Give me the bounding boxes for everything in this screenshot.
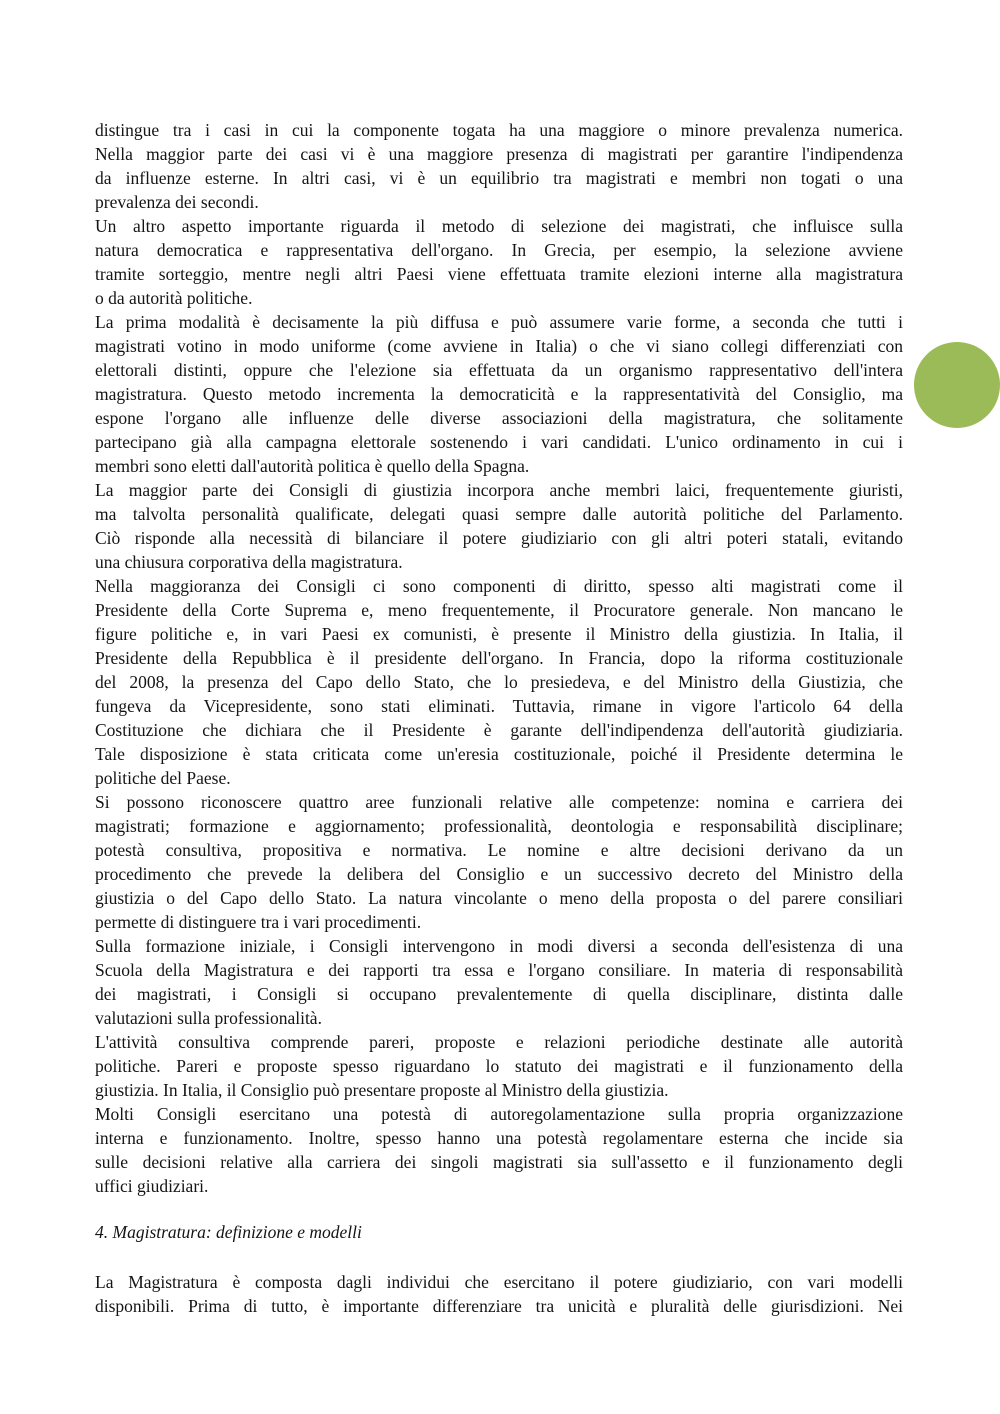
paragraph [95, 1270, 903, 1318]
text-line: giustizia o del Capo dello Stato. La natura vincolante o meno della proposta o del parere consiliari [95, 888, 903, 908]
paragraph [95, 1030, 903, 1102]
text-line: distingue tra i casi in cui la componente togata ha una maggiore o minore prevalenza numerica. [95, 120, 903, 140]
text-line: Nella maggior parte dei casi vi è una maggiore presenza di magistrati per garantire l'indipendenza [95, 144, 903, 164]
paragraph [95, 478, 903, 574]
text-line: ma talvolta personalità qualificate, delegati quasi sempre dalle autorità politiche del Parlamento. [95, 504, 903, 524]
text-line: Costituzione che dichiara che il Presidente è garante dell'indipendenza dell'autorità giudiziaria. [95, 720, 903, 740]
paragraph [95, 1102, 903, 1198]
decorative-circle [914, 342, 1000, 428]
text-line: magistrati votino in modo uniforme (come avviene in Italia) o che vi siano collegi differenziati con [95, 336, 903, 356]
text-line: Presidente della Repubblica è il presidente dell'organo. In Francia, dopo la riforma costituzionale [95, 648, 903, 668]
text-line: permette di distinguere tra i vari procedimenti. [95, 912, 422, 932]
text-line: interna e funzionamento. Inoltre, spesso hanno una potestà regolamentare esterna che incide sia [95, 1128, 903, 1148]
text-line: figure politiche e, in vari Paesi ex comunisti, è presente il Ministro della giustizia. In Italia, il [95, 624, 903, 644]
text-line: politiche del Paese. [95, 768, 231, 788]
text-line: espone l'organo alle influenze delle diverse associazioni della magistratura, che solitamente [95, 408, 903, 428]
text-line: magistratura. Questo metodo incrementa la democraticità e la rappresentatività del Consiglio, ma [95, 384, 903, 404]
text-line: La Magistratura è composta dagli individui che esercitano il potere giudiziario, con vari modelli [95, 1272, 903, 1292]
text-line: tramite sorteggio, mentre negli altri Paesi viene effettuata tramite elezioni interne alla magistratura [95, 264, 903, 284]
text-line: Nella maggioranza dei Consigli ci sono componenti di diritto, spesso alti magistrati come il [95, 576, 903, 596]
text-line: politiche. Pareri e proposte spesso riguardano lo statuto dei magistrati e il funzionamento della [95, 1056, 903, 1076]
text-line: valutazioni sulla professionalità. [95, 1008, 322, 1028]
text-line: sulle decisioni relative alla carriera dei singoli magistrati sia sull'assetto e il funzionamento degli [95, 1152, 903, 1172]
paragraph [95, 934, 903, 1030]
text-line: uffici giudiziari. [95, 1176, 209, 1196]
text-line: dei magistrati, i Consigli si occupano prevalentemente di quella disciplinare, distinta dalle [95, 984, 903, 1004]
text-line: Un altro aspetto importante riguarda il metodo di selezione dei magistrati, che influisce sulla [95, 216, 903, 236]
text-line: potestà consultiva, propositiva e normativa. Le nomine e altre decisioni derivano da un [95, 840, 903, 860]
section-body-text [95, 1270, 903, 1318]
paragraph [95, 790, 903, 934]
text-line: da influenze esterne. In altri casi, vi è un equilibrio tra magistrati e membri non togati o una [95, 168, 903, 188]
text-line: elettorali distinti, oppure che l'elezione sia effettuata da un organismo rappresentativo dell'intera [95, 360, 903, 380]
text-line: Si possono riconoscere quattro aree funzionali relative alle competenze: nomina e carriera dei [95, 792, 903, 812]
paragraph [95, 118, 903, 214]
text-line: La prima modalità è decisamente la più diffusa e può assumere varie forme, a seconda che tutti i [95, 312, 903, 332]
text-line: fungeva da Vicepresidente, sono stati eliminati. Tuttavia, rimane in vigore l'articolo 64 della [95, 696, 903, 716]
paragraph [95, 574, 903, 790]
text-line: procedimento che prevede la delibera del Consiglio e un successivo decreto del Ministro della [95, 864, 903, 884]
text-line: Scuola della Magistratura e dei rapporti tra essa e l'organo consiliare. In materia di responsabilità [95, 960, 903, 980]
text-line: o da autorità politiche. [95, 288, 253, 308]
text-line: magistrati; formazione e aggiornamento; professionalità, deontologia e responsabilità disciplinare; [95, 816, 903, 836]
text-line: del 2008, la presenza del Capo dello Stato, che lo presiedeva, e del Ministro della Giustizia, che [95, 672, 903, 692]
text-line: prevalenza dei secondi. [95, 192, 259, 212]
text-line: L'attività consultiva comprende pareri, proposte e relazioni periodiche destinate alle autorità [95, 1032, 903, 1052]
text-line: membri sono eletti dall'autorità politica è quello della Spagna. [95, 456, 530, 476]
text-line: Molti Consigli esercitano una potestà di autoregolamentazione sulla propria organizzazione [95, 1104, 903, 1124]
text-line: disponibili. Prima di tutto, è importante differenziare tra unicità e pluralità delle giurisdizioni. Nei [95, 1296, 903, 1316]
body-text [95, 118, 903, 1198]
text-line: Ciò risponde alla necessità di bilanciare il potere giudiziario con gli altri poteri statali, evitando [95, 528, 903, 548]
page-content [95, 118, 903, 1318]
text-line: una chiusura corporativa della magistratura. [95, 552, 403, 572]
text-line: Sulla formazione iniziale, i Consigli intervengono in modi diversi a seconda dell'esistenza di una [95, 936, 903, 956]
text-line: giustizia. In Italia, il Consiglio può presentare proposte al Ministro della giustizia. [95, 1080, 669, 1100]
text-line: Presidente della Corte Suprema e, meno frequentemente, il Procuratore generale. Non mancano le [95, 600, 903, 620]
section-heading: 4. Magistratura: definizione e modelli [95, 1222, 362, 1242]
paragraph [95, 310, 903, 478]
text-line: Tale disposizione è stata criticata come un'eresia costituzionale, poiché il Presidente determina le [95, 744, 903, 764]
text-line: partecipano già alla campagna elettorale sostenendo i vari candidati. L'unico ordinamento in cui i [95, 432, 903, 452]
text-line: La maggior parte dei Consigli di giustizia incorpora anche membri laici, frequentemente giuristi, [95, 480, 903, 500]
text-line: natura democratica e rappresentativa dell'organo. In Grecia, per esempio, la selezione avviene [95, 240, 903, 260]
paragraph [95, 214, 903, 310]
